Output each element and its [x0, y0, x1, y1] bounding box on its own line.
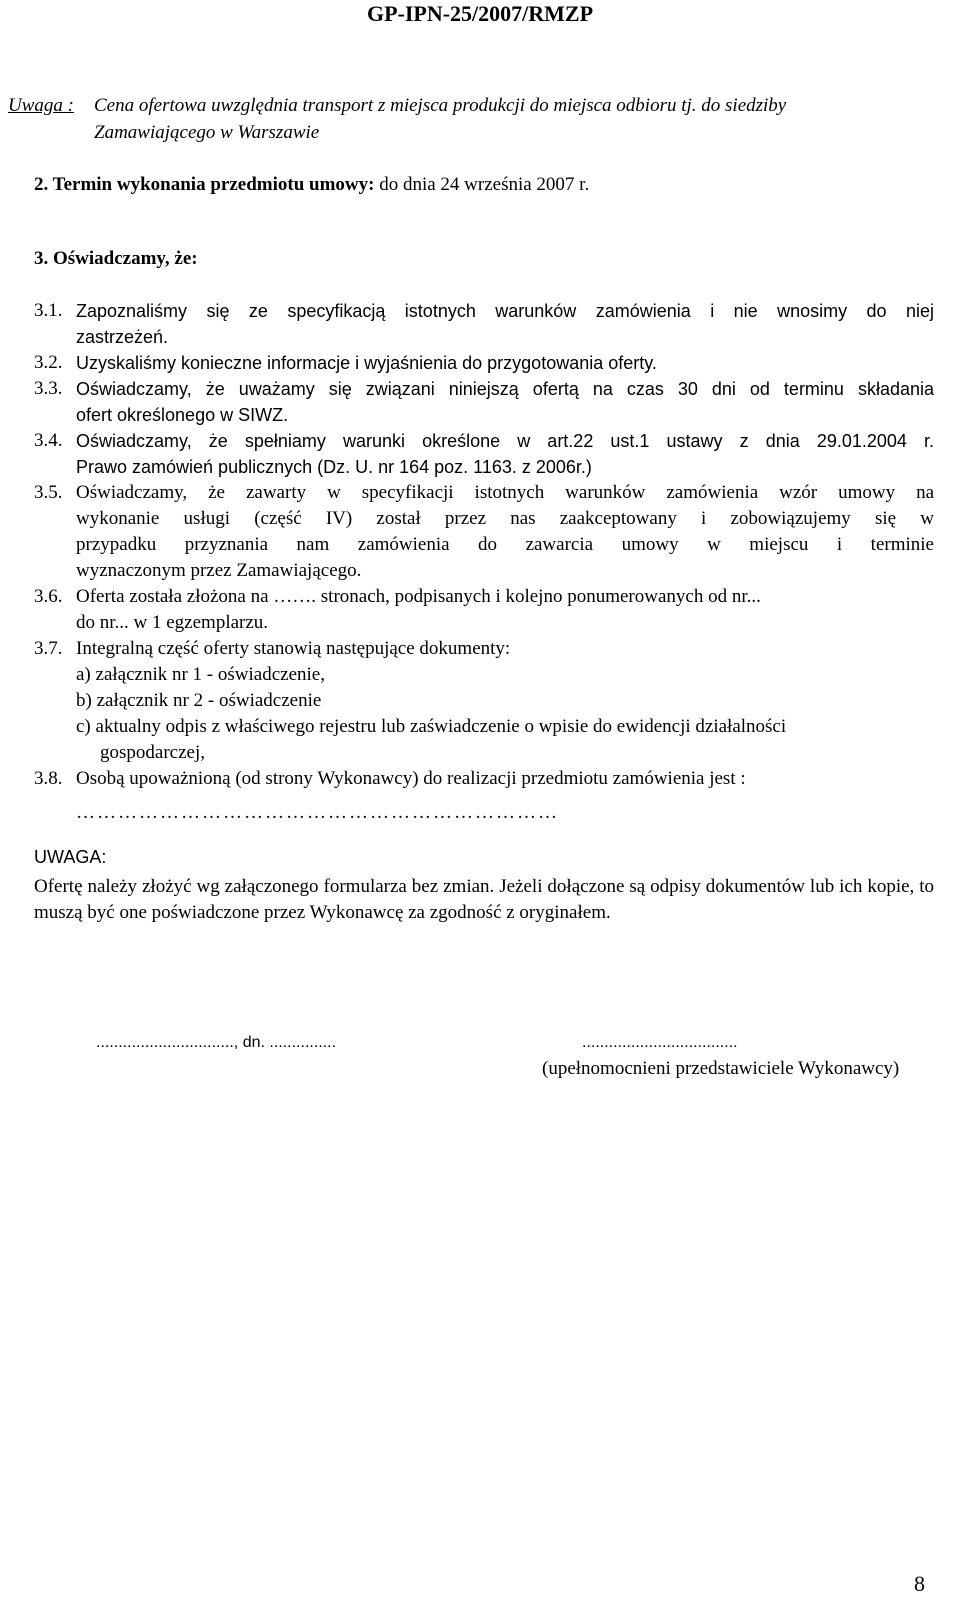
statement-text-line: przypadku przyznania nam zamówienia do zawarcia umowy w miejscu i terminie — [76, 534, 934, 555]
signature-caption: (upełnomocnieni przedstawiciele Wykonawcy) — [542, 1058, 900, 1079]
statement-number: 3.2. — [34, 352, 63, 373]
statement-text-line: wyznaczonym przez Zamawiającego. — [76, 560, 362, 581]
statement-number: 3.7. — [34, 638, 63, 659]
section-2-heading: 2. Termin wykonania przedmiotu umowy: — [34, 174, 375, 195]
statement-number: 3.3. — [34, 378, 63, 399]
note-label: Uwaga : — [8, 95, 74, 116]
statement-text: Integralną część oferty stanowią następujące dokumenty: — [76, 638, 511, 659]
statement-item — [34, 376, 934, 428]
statement-item — [34, 480, 934, 584]
note-block — [8, 92, 938, 146]
section-3-heading: 3. Oświadczamy, że: — [34, 248, 198, 269]
statement-item — [34, 766, 934, 792]
document-header-code: GP-IPN-25/2007/RMZP — [366, 1, 594, 26]
signature-block — [540, 1030, 940, 1082]
statement-text-line: wykonanie usługi (część IV) został przez nas zaakceptowany i zobowiązujemy się w — [76, 508, 934, 529]
statement-item — [34, 298, 934, 350]
attachment-item: b) załącznik nr 2 - oświadczenie — [76, 690, 322, 711]
statement-text-line: Oświadczamy, że spełniamy warunki określone w art.22 ust.1 ustawy z dnia 29.01.2004 r. — [76, 431, 934, 451]
statement-text-line: ofert określonego w SIWZ. — [76, 405, 289, 425]
signature-dots: ................................... — [582, 1034, 738, 1051]
statement-number: 3.6. — [34, 586, 63, 607]
section-2 — [34, 172, 589, 198]
statement-number: 3.5. — [34, 482, 63, 503]
statements-list — [34, 298, 934, 792]
statement-item — [34, 428, 934, 480]
statement-item — [34, 584, 934, 636]
note-line-2: Zamawiającego w Warszawie — [94, 122, 320, 143]
statement-text-line: do nr... w 1 egzemplarzu. — [76, 612, 269, 633]
note-line-1: Cena ofertowa uwzględnia transport z miejsca produkcji do miejsca odbioru tj. do siedziby — [94, 95, 787, 116]
statement-text-line: Prawo zamówień publicznych (Dz. U. nr 164 poz. 1163. z 2006r.) — [76, 457, 592, 477]
attachment-item-line: c) aktualny odpis z właściwego rejestru lub zaświadczenie o wpisie do ewidencji działalności — [76, 716, 787, 737]
statement-number: 3.4. — [34, 430, 63, 451]
section-2-text: do dnia 24 września 2007 r. — [379, 174, 590, 195]
page-number: 8 — [914, 1571, 925, 1596]
statement-text-line: Oświadczamy, że zawarty w specyfikacji istotnych warunków zamówienia wzór umowy na — [76, 482, 934, 503]
attachment-item: a) załącznik nr 1 - oświadczenie, — [76, 664, 325, 685]
statement-number: 3.1. — [34, 300, 63, 321]
statement-item — [34, 350, 934, 376]
statement-item — [34, 636, 934, 766]
uwaga-title: UWAGA: — [34, 847, 107, 867]
signature-place-date: ..............................., dn. ............... — [96, 1034, 337, 1051]
statement-text: Osobą upoważnioną (od strony Wykonawcy) do realizacji przedmiotu zamówienia jest : — [76, 768, 746, 789]
statement-text-line: Oferta została złożona na ……. stronach, podpisanych i kolejno ponumerowanych od nr... — [76, 586, 761, 607]
attachment-item-line: gospodarczej, — [100, 742, 205, 763]
statement-text-line: Zapoznaliśmy się ze specyfikacją istotnych warunków zamówienia i nie wnosimy do niej — [76, 301, 934, 321]
statement-text-line: Oświadczamy, że uważamy się związani niniejszą ofertą na czas 30 dni od terminu składania — [76, 379, 934, 399]
authorized-person-dots: …………………………………………………………… — [76, 802, 559, 823]
uwaga-text: Ofertę należy złożyć wg załączonego formularza bez zmian. Jeżeli dołączone są odpisy dokumentów lub ich kopie, to muszą być one poświadczone przez Wykonawcę za zgodność z oryginałem. — [34, 876, 934, 923]
statement-text-line: zastrzeżeń. — [76, 327, 169, 347]
statement-text: Uzyskaliśmy konieczne informacje i wyjaśnienia do przygotowania oferty. — [76, 353, 657, 373]
uwaga-block — [34, 844, 934, 926]
statement-number: 3.8. — [34, 768, 63, 789]
